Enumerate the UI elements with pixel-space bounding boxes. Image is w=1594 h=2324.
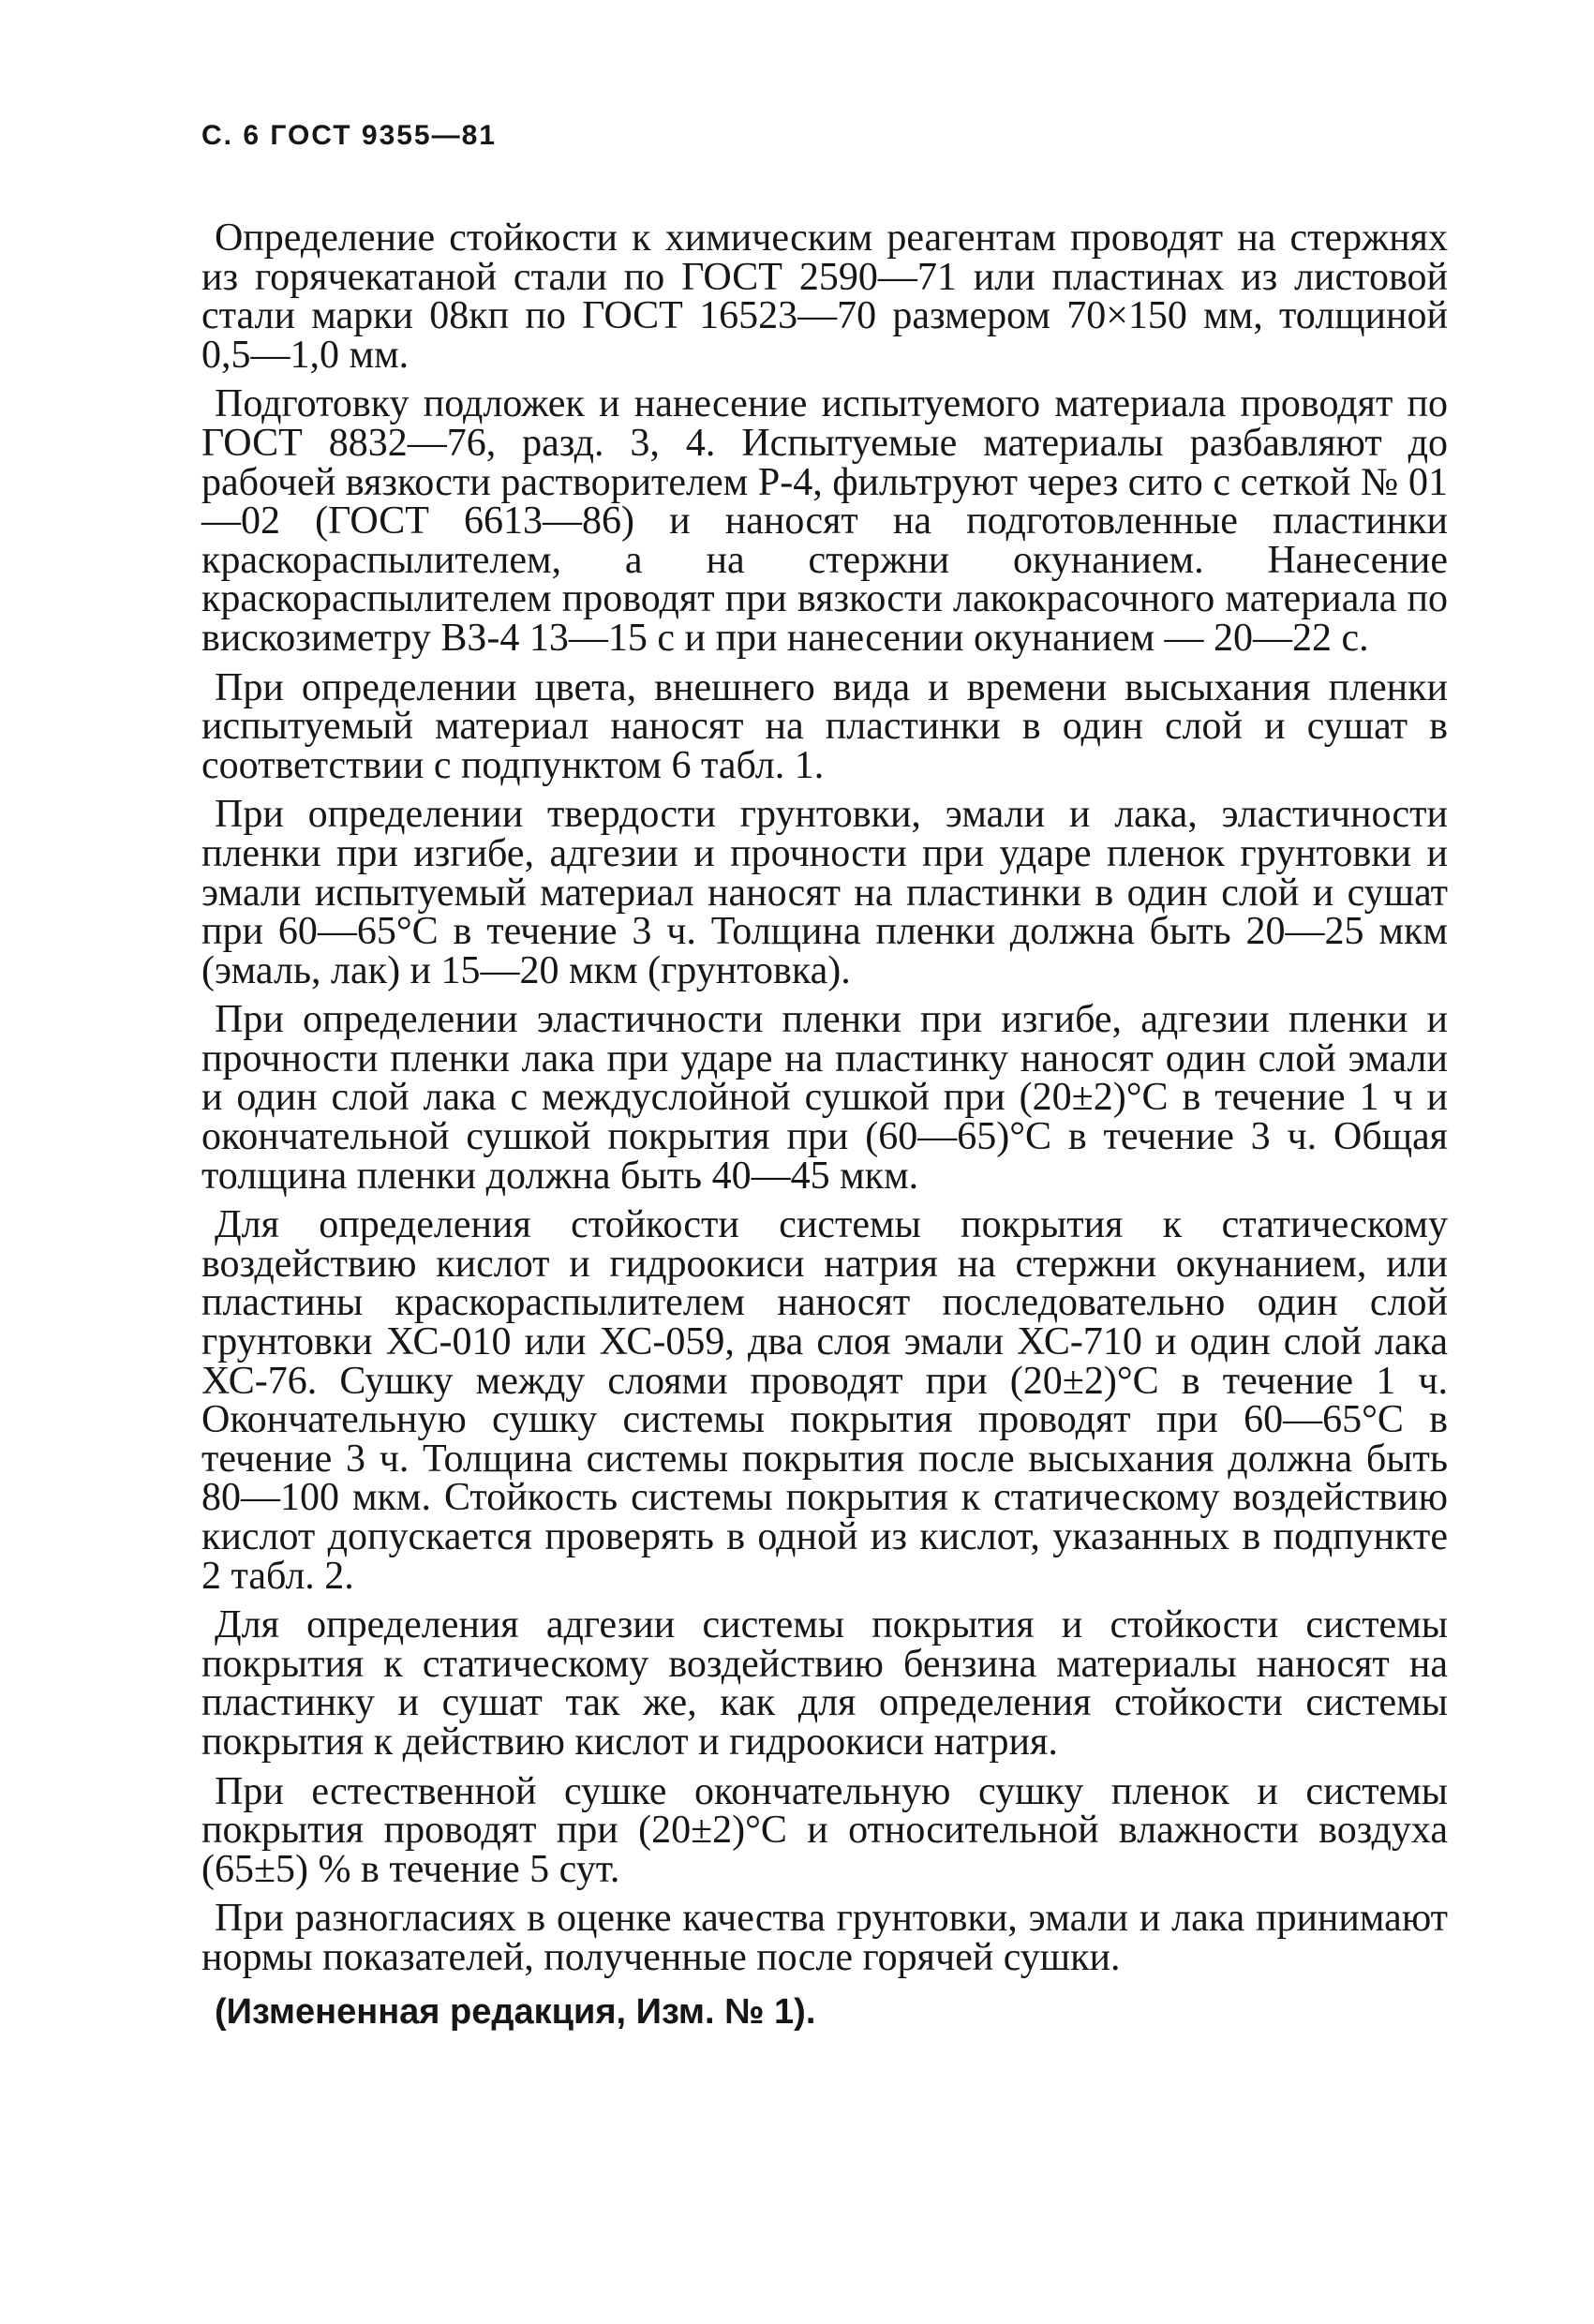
paragraph-hardness: При определении твердости грунтовки, эмали и лака, эластичности пленки при изгибе, адгезии и прочности при ударе пленок грунтовки и эмали испытуемый материал наносят на пластинки в один слой и сушат при 60—65°С в течение 3 ч. Толщина пленки должна быть 20—25 мкм (эмаль, лак) и 15—20 мкм (грунтовка).	[201, 793, 1448, 992]
paragraph-natural-drying: При естественной сушке окончательную сушку пленок и системы покрытия проводят при (20±2)°С и относительной влажности воздуха (65±5) % в течение 5 сут.	[201, 1769, 1448, 1891]
paragraph-chemical-resistance: Определение стойкости к химическим реагентам проводят на стержнях из горячекатаной стали по ГОСТ 2590—71 или пластинах из листовой стали марки 08кп по ГОСТ 16523—70 размером 70×150 мм, толщиной 0,5—1,0 мм.	[201, 216, 1448, 377]
paragraph-disagreements: При разногласиях в оценке качества грунтовки, эмали и лака принимают нормы показателей, полученные после горячей сушки.	[201, 1897, 1448, 1979]
amendment-note: (Измененная редакция, Изм. № 1).	[215, 1991, 816, 2032]
document-page	[201, 120, 1448, 2033]
paragraph-color-appearance: При определении цвета, внешнего вида и времени высыхания пленки испытуемый материал наносят на пластинки в один слой и сушат в соответствии с подпунктом 6 табл. 1.	[201, 665, 1448, 787]
paragraph-substrate-preparation: Подготовку подложек и нанесение испытуемого материала проводят по ГОСТ 8832—76, разд. 3, 4. Испытуемые материалы разбавляют до рабочей вязкости растворителем Р-4, фильтруют через сито с сеткой № 01—02 (ГОСТ 6613—86) и наносят на подготовленные пластинки краскораспылителем, а на стержни окунанием. Нанесение краскораспылителем проводят при вязкости лакокрасочного материала по вискозиметру ВЗ-4 13—15 с и при нанесении окунанием — 20—22 с.	[201, 382, 1448, 660]
paragraph-system-adhesion: Для определения адгезии системы покрытия и стойкости системы покрытия к статическому воздействию бензина материалы наносят на пластинку и сушат так же, как для определения стойкости системы покрытия к действию кислот и гидроокиси натрия.	[201, 1603, 1448, 1764]
paragraph-system-acid-resistance: Для определения стойкости системы покрытия к статическому воздействию кислот и гидроокиси натрия на стержни окунанием, или пластины краскораспылителем наносят последовательно один слой грунтовки ХС-010 или ХС-059, два слоя эмали ХС-710 и один слой лака ХС-76. Сушку между слоями проводят при (20±2)°С в течение 1 ч. Окончательную сушку системы покрытия проводят при 60—65°С в течение 3 ч. Толщина системы покрытия после высыхания должна быть 80—100 мкм. Стойкость системы покрытия к статическому воздействию кислот допускается проверять в одной из кислот, указанных в подпункте 2 табл. 2.	[201, 1203, 1448, 1598]
paragraph-elasticity: При определении эластичности пленки при изгибе, адгезии пленки и прочности пленки лака при ударе на пластинку наносят один слой эмали и один слой лака с междуслойной сушкой при (20±2)°С в течение 1 ч и окончательной сушкой покрытия при (60—65)°С в течение 3 ч. Общая толщина пленки должна быть 40—45 мкм.	[201, 998, 1448, 1198]
page-header: С. 6 ГОСТ 9355—81	[201, 120, 497, 151]
